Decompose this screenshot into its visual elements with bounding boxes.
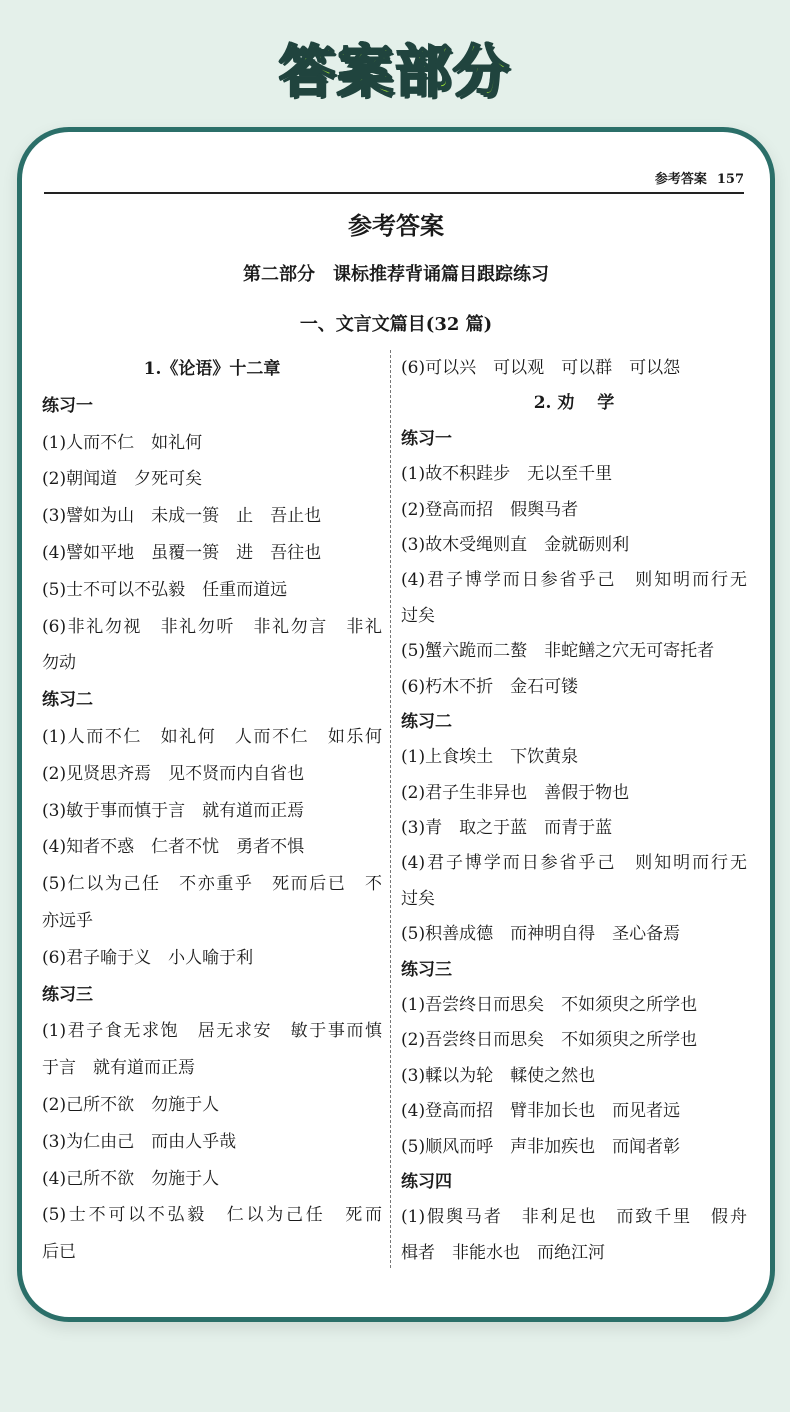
answer-line: (5)积善成德 而神明自得 圣心备焉 (401, 924, 681, 945)
page-title: 参考答案 (348, 211, 444, 240)
banner-title: 答案部分 (279, 40, 511, 105)
answer-line: (3)为仁由己 而由人乎哉 (42, 1131, 237, 1152)
exercise-heading: 练习三 (401, 959, 452, 980)
answer-line: (3)敏于事而慎于言 就有道而正焉 (42, 800, 305, 821)
page-number: 157 (716, 172, 744, 187)
answer-line: (4)君子博学而日参省乎己 则知明而行无 (401, 570, 747, 591)
answer-line: (2)见贤思齐焉 见不贤而内自省也 (42, 763, 305, 784)
exercise-heading: 练习四 (401, 1171, 452, 1192)
answer-line: (6)非礼勿视 非礼勿听 非礼勿言 非礼 (42, 616, 382, 637)
answer-line: (6)可以兴 可以观 可以群 可以怨 (401, 358, 681, 378)
answer-line: (2)朝闻道 夕死可矣 (42, 469, 203, 490)
answer-line: 后已 (42, 1242, 76, 1263)
answer-line: 亦远乎 (42, 910, 93, 931)
answer-line: (1)人而不仁 如礼何 (42, 432, 203, 453)
answer-line: (2)登高而招 假舆马者 (401, 499, 579, 520)
answer-line: (1)上食埃土 下饮黄泉 (401, 747, 579, 768)
answer-line: (5)仁以为己任 不亦重乎 死而后已 不 (42, 874, 382, 895)
answer-line: (1)故不积跬步 无以至千里 (401, 464, 613, 485)
answer-line: (1)君子食无求饱 居无求安 敏于事而慎 (42, 1021, 382, 1042)
chapter-heading: 1.《论语》十二章 (143, 359, 281, 379)
answer-line: 于言 就有道而正焉 (42, 1058, 195, 1079)
exercise-heading: 练习三 (42, 984, 93, 1005)
column-divider (390, 350, 391, 1268)
exercise-heading: 练习二 (401, 711, 452, 732)
answer-line: (2)己所不欲 勿施于人 (42, 1094, 220, 1115)
answer-line: 过矣 (401, 605, 435, 626)
running-head-label: 参考答案 (654, 172, 707, 187)
answer-page-card (17, 127, 775, 1322)
exercise-heading: 练习一 (42, 395, 93, 416)
section-title: 一、文言文篇目(32 篇) (299, 314, 493, 335)
answer-line: (5)顺风而呼 声非加疾也 而闻者彰 (401, 1136, 681, 1157)
left-column (42, 351, 382, 1271)
answer-line: (6)朽木不折 金石可镂 (401, 676, 579, 697)
answer-line: (2)吾尝终日而思矣 不如须臾之所学也 (401, 1030, 698, 1051)
answer-line: 过矣 (401, 888, 435, 909)
answer-line: (5)士不可以不弘毅 任重而道远 (42, 579, 288, 600)
part-title: 第二部分 课标推荐背诵篇目跟踪练习 (243, 264, 549, 285)
answer-line: (5)士不可以不弘毅 仁以为己任 死而 (42, 1205, 382, 1226)
answer-line: (4)知者不惑 仁者不忧 勇者不惧 (42, 837, 305, 858)
exercise-heading: 练习一 (401, 428, 452, 449)
chapter-heading: 2. 劝 学 (533, 393, 615, 414)
answer-line: (6)君子喻于义 小人喻于利 (42, 947, 254, 968)
answer-line: (4)己所不欲 勿施于人 (42, 1168, 220, 1189)
answer-line: (1)吾尝终日而思矣 不如须臾之所学也 (401, 995, 698, 1016)
running-head (44, 170, 744, 194)
answer-line: 勿动 (42, 653, 76, 674)
answer-line: (3)輮以为轮 輮使之然也 (401, 1065, 596, 1086)
answer-line: (3)故木受绳则直 金就砺则利 (401, 534, 630, 555)
answer-line: (4)登高而招 臂非加长也 而见者远 (401, 1101, 681, 1122)
answer-line: (2)君子生非异也 善假于物也 (401, 782, 630, 803)
answer-line: (4)譬如平地 虽覆一篑 进 吾往也 (42, 542, 322, 563)
answer-line: (1)假舆马者 非利足也 而致千里 假舟 (401, 1207, 747, 1228)
exercise-heading: 练习二 (42, 690, 93, 711)
answer-line: (3)譬如为山 未成一篑 止 吾止也 (42, 506, 322, 527)
answer-line: (3)青 取之于蓝 而青于蓝 (401, 818, 613, 839)
right-column (401, 351, 747, 1271)
answer-line: 楫者 非能水也 而绝江河 (401, 1242, 605, 1263)
answer-line: (1)人而不仁 如礼何 人而不仁 如乐何 (42, 726, 382, 747)
answer-line: (5)蟹六跪而二螯 非蛇鳝之穴无可寄托者 (401, 641, 715, 662)
answer-line: (4)君子博学而日参省乎己 则知明而行无 (401, 853, 747, 874)
